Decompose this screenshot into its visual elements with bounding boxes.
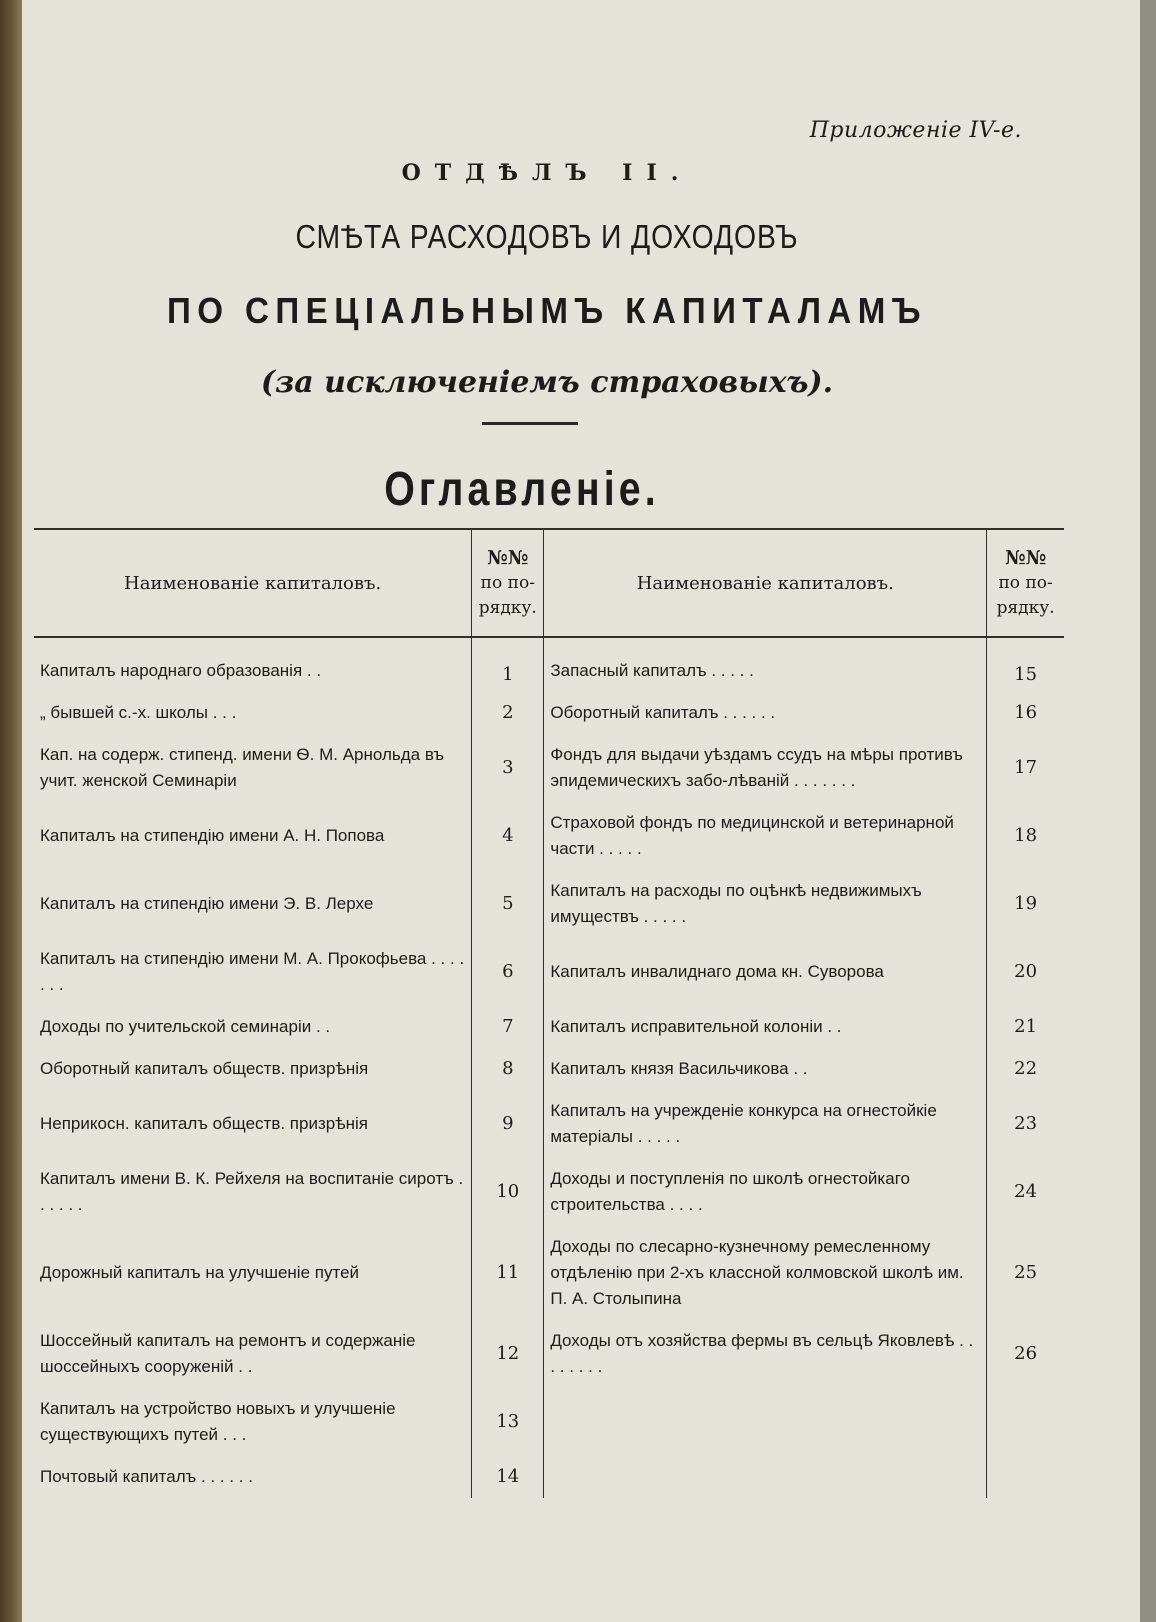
capital-number: 6 <box>472 938 544 1006</box>
capital-name: „ бывшей с.-х. школы . . . <box>40 703 237 722</box>
right-name-header: Наименованіе капиталовъ. <box>544 529 987 637</box>
capital-number: 10 <box>472 1158 544 1226</box>
capital-name: Капиталъ на устройство новыхъ и улучшеніе существующихъ путей . . . <box>40 1399 396 1444</box>
capital-number: 13 <box>472 1388 544 1456</box>
toc-row <box>34 734 1064 802</box>
capital-number: 4 <box>472 802 544 870</box>
toc-row <box>34 692 1064 734</box>
title-divider <box>482 422 578 425</box>
toc-row <box>34 1048 1064 1090</box>
capital-name: Дорожный капиталъ на улучшеніе путей <box>40 1263 360 1282</box>
toc-row <box>34 1388 1064 1456</box>
capital-name: Капиталъ имени В. К. Рейхеля на воспитаніе сиротъ . . . . . . <box>40 1169 464 1214</box>
toc-row <box>34 938 1064 1006</box>
capital-number: 1 <box>472 637 544 692</box>
capital-number: 5 <box>472 870 544 938</box>
toc-row <box>34 1090 1064 1158</box>
toc-row <box>34 1320 1064 1388</box>
capital-name: Капиталъ на расходы по оцѣнкѣ недвижимыхъ имуществъ . . . . . <box>544 870 987 938</box>
capital-name <box>544 1456 987 1498</box>
toc-row <box>34 870 1064 938</box>
capital-name: Кап. на содерж. стипенд. имени Ѳ. М. Арнольда въ учит. женской Семинаріи <box>40 745 444 790</box>
capital-name: Фондъ для выдачи уѣздамъ ссудъ на мѣры противъ эпидемическихъ забо-лѣваній . . . . . . . <box>544 734 987 802</box>
toc-row <box>34 802 1064 870</box>
capital-name: Доходы отъ хозяйства фермы въ сельцѣ Яковлевѣ . . . . . . . . <box>544 1320 987 1388</box>
book-spine-shadow <box>0 0 22 1622</box>
capital-number: 3 <box>472 734 544 802</box>
capital-number <box>987 1456 1064 1498</box>
toc-header-row <box>34 529 1064 637</box>
capital-name: Доходы и поступленія по школѣ огнестойкаго строительства . . . . <box>544 1158 987 1226</box>
toc-row <box>34 637 1064 692</box>
title-line-3: (за исключеніемъ страховыхъ). <box>260 365 834 400</box>
section-heading: ОТДѢЛЪ II. <box>401 160 693 186</box>
right-number-header <box>987 529 1064 637</box>
capital-name: Доходы по слесарно-кузнечному ремесленному отдѣленію при 2-хъ классной колмовской школѣ им. П. А. Столыпина <box>544 1226 987 1320</box>
capital-name <box>544 1388 987 1456</box>
toc-row <box>34 1456 1064 1498</box>
capital-number: 23 <box>987 1090 1064 1158</box>
capital-number: 21 <box>987 1006 1064 1048</box>
number-header-line2: по по- <box>480 572 535 593</box>
capital-name: Капиталъ на стипендію имени Э. В. Лерхе <box>40 894 374 913</box>
capital-number: 7 <box>472 1006 544 1048</box>
capital-name: Шоссейный капиталъ на ремонтъ и содержаніе шоссейныхъ сооруженій . . <box>40 1331 416 1376</box>
capital-number <box>987 1388 1064 1456</box>
capital-name: Оборотный капиталъ обществ. призрѣнія <box>40 1059 369 1078</box>
number-header-line3: рядку. <box>996 597 1055 618</box>
capital-number: 25 <box>987 1226 1064 1320</box>
number-header-symbol: №№ <box>487 546 529 569</box>
number-header-symbol: №№ <box>1004 546 1047 569</box>
number-header-line3: рядку. <box>478 597 537 618</box>
left-number-header <box>472 529 544 637</box>
capital-number: 17 <box>987 734 1064 802</box>
capital-name: Капиталъ народнаго образованія . . <box>40 661 322 680</box>
capital-number: 18 <box>987 802 1064 870</box>
capital-number: 19 <box>987 870 1064 938</box>
title-line-2: ПО СПЕЦІАЛЬНЫМЪ КАПИТАЛАМЪ <box>166 290 928 331</box>
document-page <box>22 0 1140 1622</box>
number-header-line2: по по- <box>998 572 1053 593</box>
capital-name: Капиталъ князя Васильчикова . . <box>544 1048 987 1090</box>
appendix-label: Приложеніе IV-е. <box>809 118 1022 143</box>
toc-row <box>34 1226 1064 1320</box>
capital-name: Капиталъ инвалиднаго дома кн. Суворова <box>544 938 987 1006</box>
capital-name: Доходы по учительской семинаріи . . <box>40 1017 331 1036</box>
capital-number: 11 <box>472 1226 544 1320</box>
capital-number: 20 <box>987 938 1064 1006</box>
capital-number: 16 <box>987 692 1064 734</box>
capital-name: Неприкосн. капиталъ обществ. призрѣнія <box>40 1114 368 1133</box>
toc-title: Оглавленіе. <box>384 463 660 516</box>
capital-number: 14 <box>472 1456 544 1498</box>
capital-name: Капиталъ на стипендію имени А. Н. Попова <box>40 826 385 845</box>
toc-row <box>34 1006 1064 1048</box>
capital-number: 24 <box>987 1158 1064 1226</box>
capital-number: 12 <box>472 1320 544 1388</box>
capital-name: Запасный капиталъ . . . . . <box>544 637 987 692</box>
capital-number: 22 <box>987 1048 1064 1090</box>
title-line-1: СМѢТА РАСХОДОВЪ И ДОХОДОВЪ <box>295 218 799 255</box>
capital-name: Страховой фондъ по медицинской и ветеринарной части . . . . . <box>544 802 987 870</box>
capital-name: Капиталъ на стипендію имени М. А. Прокофьева . . . . . . . <box>40 949 465 994</box>
toc-table <box>34 528 1064 1498</box>
capital-number: 26 <box>987 1320 1064 1388</box>
left-name-header: Наименованіе капиталовъ. <box>124 572 382 594</box>
capital-number: 8 <box>472 1048 544 1090</box>
capital-number: 9 <box>472 1090 544 1158</box>
capital-number: 2 <box>472 692 544 734</box>
capital-number: 15 <box>987 637 1064 692</box>
capital-name: Почтовый капиталъ . . . . . . <box>40 1467 253 1486</box>
capital-name: Оборотный капиталъ . . . . . . <box>544 692 987 734</box>
toc-row <box>34 1158 1064 1226</box>
capital-name: Капиталъ исправительной колоніи . . <box>544 1006 987 1048</box>
capital-name: Капиталъ на учрежденіе конкурса на огнестойкіе матеріалы . . . . . <box>544 1090 987 1158</box>
